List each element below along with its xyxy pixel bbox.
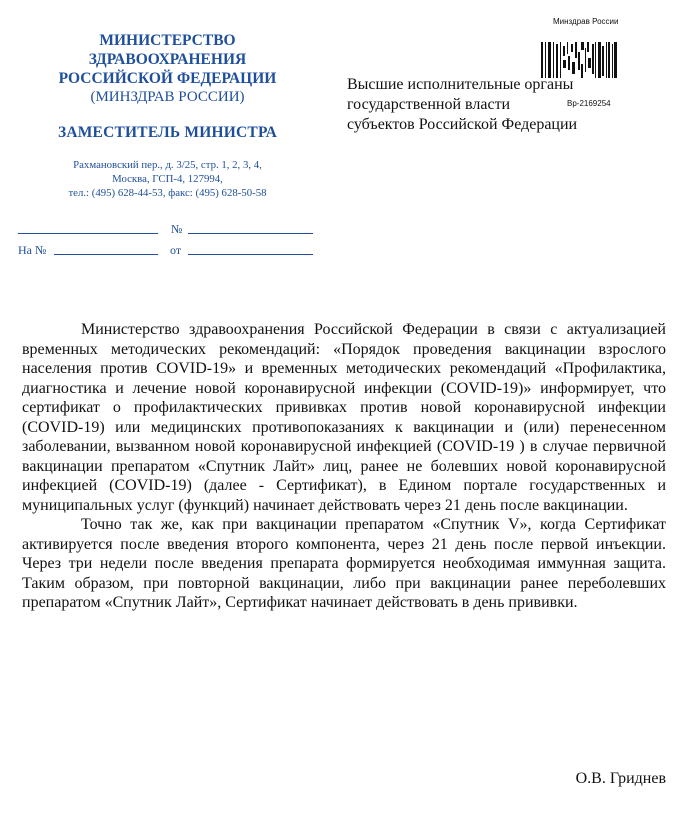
outgoing-number-row	[18, 222, 316, 236]
addressee	[347, 75, 577, 135]
position-title: ЗАМЕСТИТЕЛЬ МИНИСТРА	[57, 124, 278, 141]
addressee-line: Высшие исполнительные органы	[347, 76, 574, 93]
address-line: Москва, ГСП-4, 127994,	[112, 173, 223, 185]
barcode-icon	[541, 42, 619, 78]
signatory-name: О.В. Гриднев	[575, 770, 666, 787]
ministry-name-line: РОССИЙСКОЙ ФЕДЕРАЦИИ	[58, 70, 277, 87]
reply-number-blank-line	[54, 254, 158, 255]
ministry-name	[30, 31, 305, 88]
reply-number-row	[18, 243, 316, 257]
ministry-short-name: (МИНЗДРАВ РОССИИ)	[90, 89, 245, 105]
address-line: Рахмановский пер., д. 3/25, стр. 1, 2, 3, 4,	[73, 159, 262, 171]
address-line: тел.: (495) 628-44-53, факс: (495) 628-50-58	[68, 187, 267, 199]
date-blank-line	[18, 233, 158, 234]
addressee-line: государственной власти	[347, 96, 511, 113]
reply-date-blank-line	[188, 254, 313, 255]
reply-date-label: от	[170, 243, 182, 257]
ministry-header	[30, 31, 305, 200]
number-blank-line	[188, 233, 313, 234]
body-paragraph: Точно так же, как при вакцинации препаратом «Спутник V», когда Сертификат активируется после введения второго компонента, через 21 день после первой инъекции. Через три недели после введения препарата формируется необходимая иммунная защита. Таким образом, при повторной вакцинации, либо при вакцинации ранее переболевших препаратом «Спутник Лайт», Сертификат начинает действовать в день прививки.	[22, 516, 666, 611]
number-label: №	[171, 222, 183, 236]
ministry-name-line: МИНИСТЕРСТВО	[99, 32, 236, 49]
ministry-address	[30, 158, 305, 200]
reply-number-label: На №	[18, 243, 47, 257]
letter-body	[22, 320, 666, 613]
barcode-number: Вр-2169254	[567, 99, 611, 108]
ministry-name-line: ЗДРАВООХРАНЕНИЯ	[88, 51, 247, 68]
addressee-line: субъектов Российской Федерации	[347, 116, 578, 133]
barcode-caption: Минздрав России	[553, 17, 619, 26]
body-paragraph: Министерство здравоохранения Российской Федерации в связи с актуализацией временных методических рекомендаций: «Порядок проведения вакцинации взрослого населения против COVID-19» и временных методических рекомендаций «Профилактика, диагностика и лечение новой коронавирусной инфекции (COVID-19)» информирует, что сертификат о профилактических прививках против новой коронавирусной инфекции (COVID-19) или медицинских противопоказаниях к вакцинации и (или) перенесенном заболевании, вызванном новой коронавирусной инфекцией (COVID-19 ) в случае первичной вакцинации препаратом «Спутник Лайт» лиц, ранее не болевших новой коронавирусной инфекцией (COVID-19) (далее - Сертификат), в Едином портале государственных и муниципальных услуг (функций) начинает действовать через 21 день после вакцинации.	[22, 321, 666, 514]
